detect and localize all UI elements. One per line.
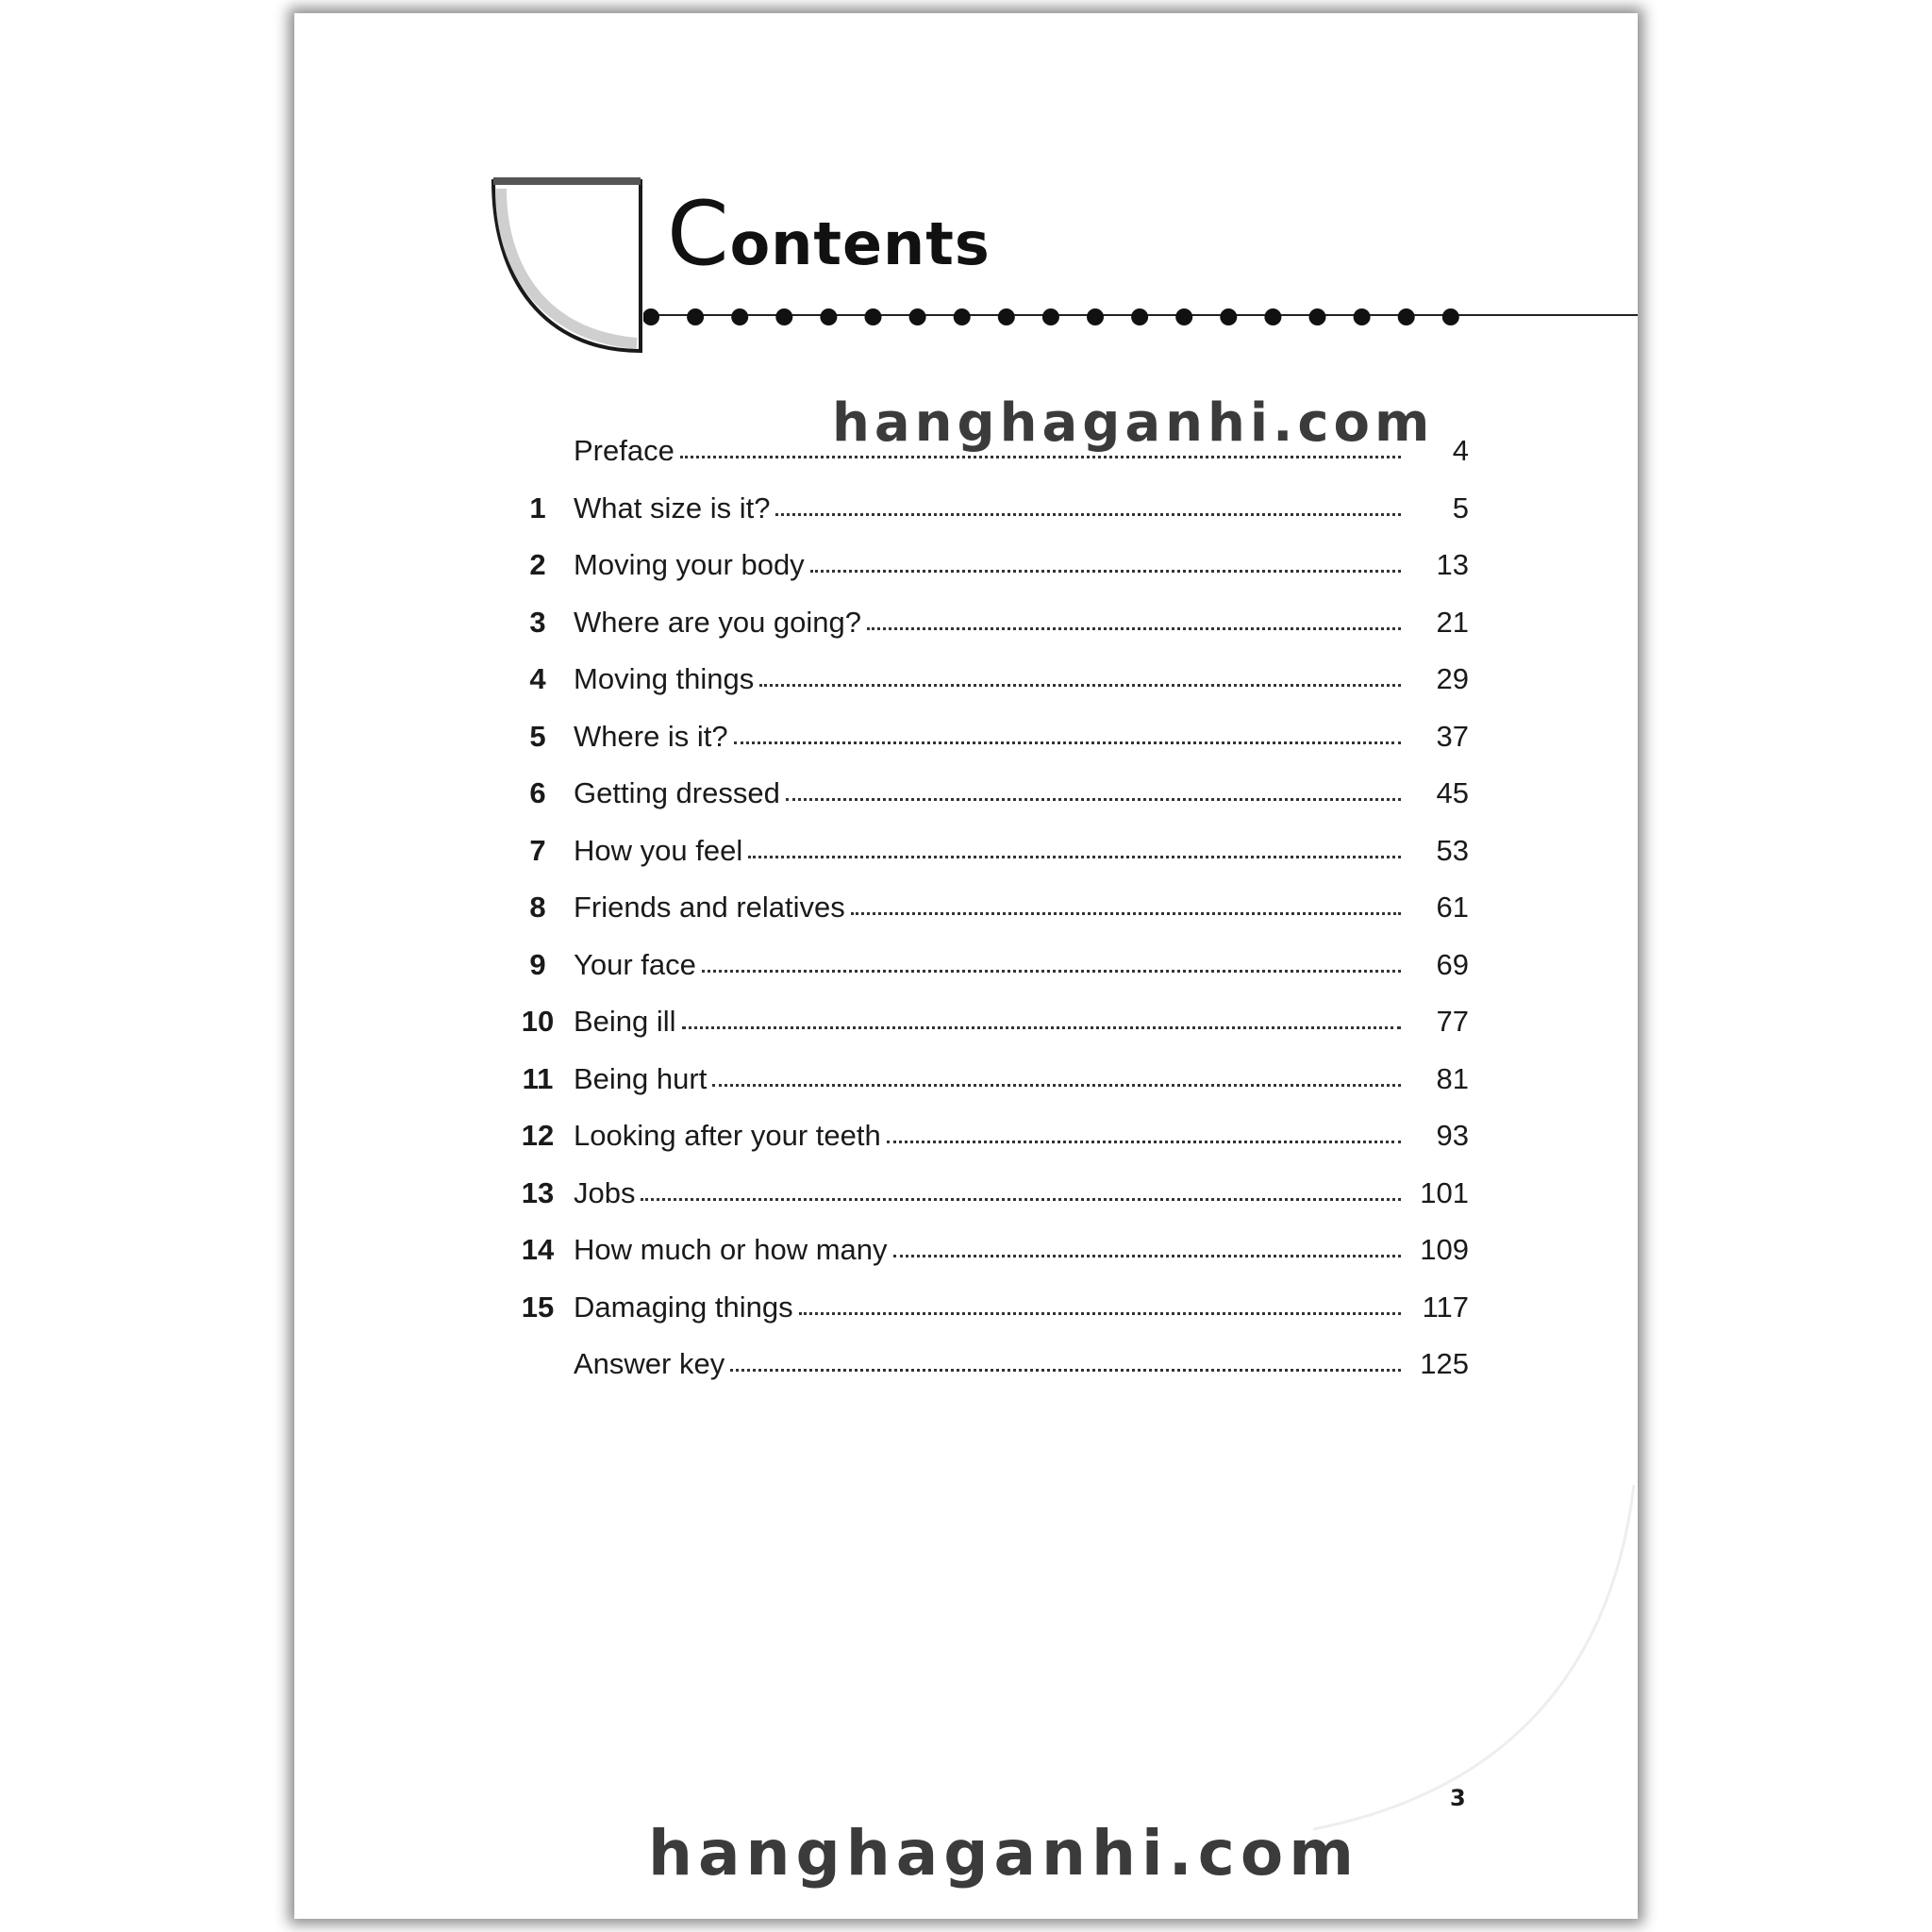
- toc-page-number: 81: [1436, 1061, 1469, 1095]
- toc-leader-dots: [702, 970, 1401, 973]
- toc-page-number: 13: [1436, 548, 1469, 581]
- toc-page-number: 77: [1436, 1005, 1469, 1038]
- toc-chapter-title: Friends and relatives: [574, 891, 845, 924]
- rule-bead: [1442, 308, 1459, 325]
- page-number: 3: [1450, 1785, 1466, 1811]
- toc-leader-dots: [867, 627, 1401, 630]
- toc-page-number: 117: [1422, 1290, 1469, 1324]
- toc-chapter-title: Getting dressed: [574, 776, 780, 809]
- toc-entry[interactable]: [502, 1005, 1469, 1062]
- toc-page-number: 21: [1436, 605, 1469, 639]
- watermark-text: hanghaganhi.com: [648, 1817, 1359, 1890]
- toc-chapter-title: Damaging things: [574, 1290, 793, 1324]
- toc-page-number: 61: [1436, 891, 1469, 924]
- rule-bead: [820, 308, 837, 325]
- toc-chapter-title: Answer key: [574, 1347, 725, 1380]
- toc-entry[interactable]: [502, 548, 1469, 606]
- toc-leader-dots: [851, 912, 1401, 915]
- toc-leader-dots: [893, 1255, 1401, 1257]
- toc-entry[interactable]: [502, 776, 1469, 834]
- toc-leader-dots: [730, 1369, 1401, 1372]
- toc-leader-dots: [786, 798, 1401, 801]
- rule-bead: [775, 308, 792, 325]
- rule-bead: [1042, 308, 1059, 325]
- toc-page-number: 53: [1436, 833, 1469, 867]
- toc-chapter-title: Your face: [574, 947, 696, 981]
- toc-page-number: 109: [1420, 1233, 1469, 1266]
- toc-entry[interactable]: [502, 606, 1469, 663]
- toc-chapter-title: Moving your body: [574, 548, 805, 581]
- toc-page-number: 4: [1452, 434, 1469, 467]
- toc-page-number: 101: [1420, 1175, 1469, 1209]
- toc-chapter-number: 4: [529, 662, 546, 695]
- toc-chapter-title: Preface: [574, 434, 675, 467]
- toc-chapter-number: 14: [521, 1233, 555, 1266]
- toc-leader-dots: [641, 1198, 1401, 1201]
- rule-bead: [954, 308, 971, 325]
- toc-entry[interactable]: [502, 1062, 1469, 1120]
- toc-leader-dots: [680, 456, 1401, 458]
- toc-leader-dots: [775, 513, 1401, 516]
- toc-leader-dots: [734, 741, 1401, 744]
- toc-leader-dots: [887, 1141, 1401, 1143]
- rule-bead: [1220, 308, 1237, 325]
- toc-leader-dots: [759, 684, 1401, 687]
- toc-chapter-title: Where is it?: [574, 719, 728, 753]
- toc-page-number: 5: [1452, 491, 1469, 525]
- rule-bead: [1264, 308, 1281, 325]
- table-of-contents: [502, 434, 1469, 1405]
- toc-chapter-title: How much or how many: [574, 1233, 888, 1266]
- toc-entry[interactable]: [502, 1176, 1469, 1234]
- toc-chapter-number: 15: [521, 1290, 555, 1324]
- rule-bead: [865, 308, 882, 325]
- toc-entry[interactable]: [502, 434, 1469, 491]
- title-initial: C: [667, 183, 730, 286]
- toc-chapter-number: 6: [529, 776, 546, 809]
- toc-page-number: 37: [1436, 719, 1469, 753]
- toc-chapter-number: 9: [529, 947, 546, 981]
- toc-entry[interactable]: [502, 720, 1469, 777]
- watermark-text: hanghaganhi.com: [832, 392, 1435, 454]
- toc-entry[interactable]: [502, 1119, 1469, 1176]
- toc-entry[interactable]: [502, 834, 1469, 891]
- toc-chapter-title: Where are you going?: [574, 605, 862, 639]
- toc-chapter-number: 13: [521, 1175, 555, 1209]
- rule-bead: [1087, 308, 1104, 325]
- toc-entry[interactable]: [502, 948, 1469, 1006]
- toc-page-number: 69: [1436, 947, 1469, 981]
- toc-chapter-number: 1: [529, 491, 546, 525]
- toc-chapter-title: Jobs: [574, 1175, 636, 1209]
- toc-page-number: 45: [1436, 776, 1469, 809]
- toc-entry[interactable]: [502, 491, 1469, 549]
- toc-chapter-title: How you feel: [574, 833, 743, 867]
- toc-leader-dots: [712, 1084, 1401, 1087]
- toc-entry[interactable]: [502, 1291, 1469, 1348]
- rule-bead: [1131, 308, 1148, 325]
- toc-leader-dots: [748, 856, 1401, 858]
- toc-chapter-number: 12: [521, 1119, 555, 1152]
- rule-bead: [1354, 308, 1371, 325]
- toc-leader-dots: [682, 1026, 1401, 1029]
- toc-chapter-title: Moving things: [574, 662, 755, 695]
- rule-bead: [909, 308, 926, 325]
- corner-ornament: [488, 175, 658, 364]
- dotted-title-rule: [643, 236, 1638, 330]
- toc-chapter-number: 8: [529, 891, 546, 924]
- rule-bead: [1175, 308, 1192, 325]
- toc-chapter-number: 7: [529, 833, 546, 867]
- toc-chapter-title: What size is it?: [574, 491, 771, 525]
- rule-bead: [643, 308, 659, 325]
- toc-chapter-number: 5: [529, 719, 546, 753]
- toc-chapter-number: 11: [522, 1061, 554, 1095]
- toc-chapter-number: 10: [521, 1005, 555, 1038]
- toc-entry[interactable]: [502, 1233, 1469, 1291]
- rule-bead: [1398, 308, 1415, 325]
- toc-chapter-title: Being hurt: [574, 1061, 708, 1095]
- toc-chapter-title: Being ill: [574, 1005, 676, 1038]
- toc-page-number: 93: [1436, 1119, 1469, 1152]
- toc-chapter-number: 3: [529, 605, 546, 639]
- rule-bead: [731, 308, 748, 325]
- toc-chapter-title: Looking after your teeth: [574, 1119, 881, 1152]
- book-page: [294, 13, 1638, 1919]
- toc-leader-dots: [810, 570, 1401, 573]
- toc-entry[interactable]: [502, 1347, 1469, 1405]
- toc-leader-dots: [799, 1312, 1401, 1315]
- rule-bead: [687, 308, 704, 325]
- rule-bead: [1309, 308, 1326, 325]
- title-rest: ontents: [729, 209, 991, 278]
- toc-chapter-number: 2: [529, 548, 546, 581]
- rule-bead: [998, 308, 1015, 325]
- toc-page-number: 125: [1420, 1347, 1469, 1380]
- toc-entry[interactable]: [502, 891, 1469, 948]
- toc-page-number: 29: [1436, 662, 1469, 695]
- toc-entry[interactable]: [502, 662, 1469, 720]
